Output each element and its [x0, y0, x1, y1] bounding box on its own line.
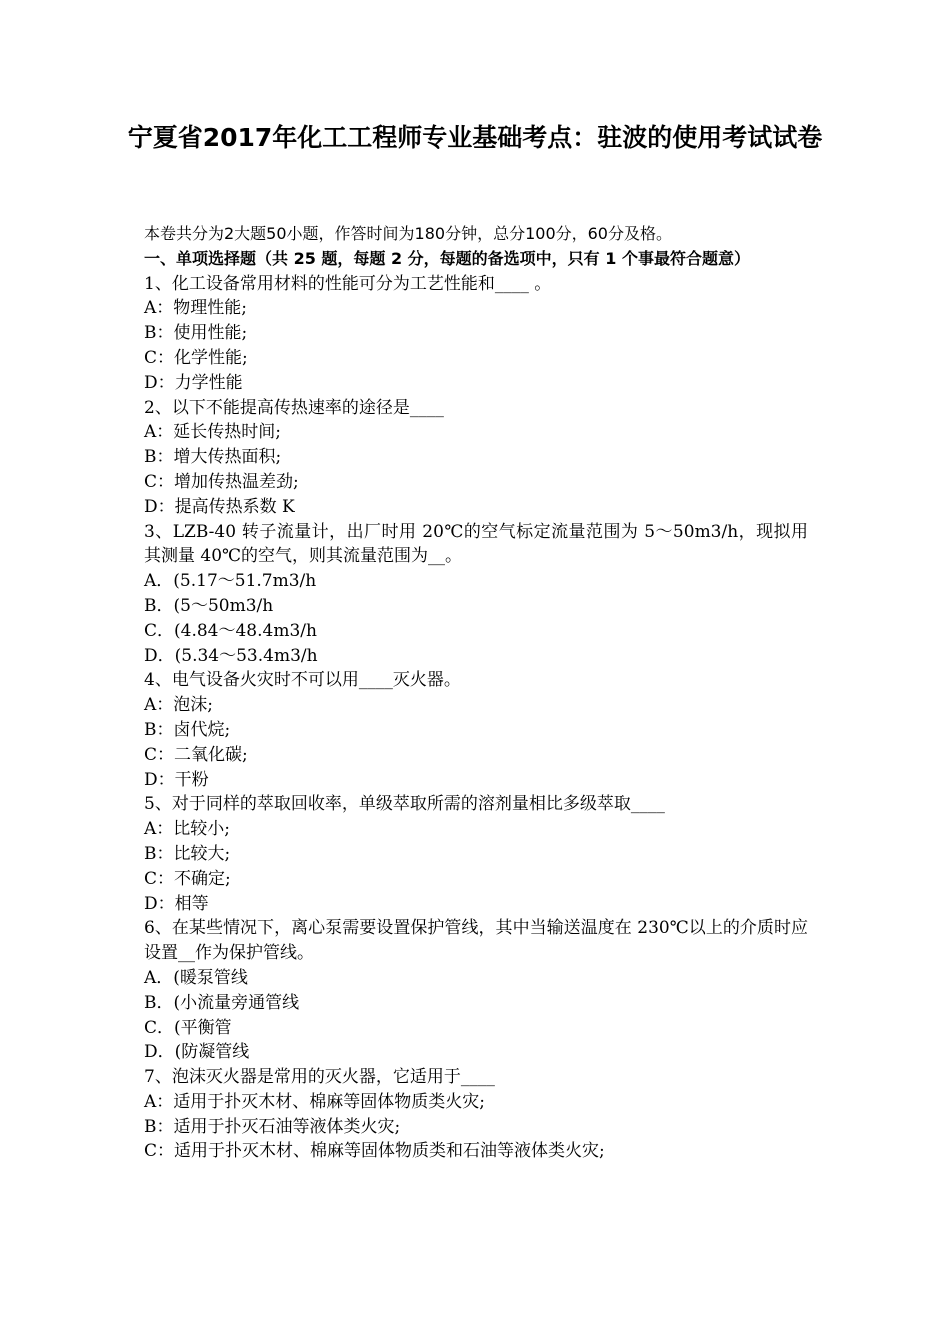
question-option: A：泡沫;: [144, 695, 214, 716]
question-stem: 1、化工设备常用材料的性能可分为工艺性能和____ 。: [144, 273, 552, 294]
question-option: A：比较小;: [144, 819, 231, 840]
question-7: [144, 1065, 808, 1164]
question-option: B．(小流量旁通管线: [144, 992, 300, 1013]
question-stem: 4、电气设备火灾时不可以用____灭火器。: [144, 670, 461, 691]
question-option: B：增大传热面积;: [144, 447, 282, 468]
question-option: D．(防凝管线: [144, 1042, 250, 1063]
question-option: C：二氧化碳;: [144, 744, 248, 765]
question-option: C．(平衡管: [144, 1017, 232, 1038]
question-4: [144, 668, 808, 792]
question-option: A：物理性能;: [144, 298, 248, 319]
question-option: D：干粉: [144, 769, 209, 790]
question-option: A：适用于扑灭木材、棉麻等固体物质类火灾;: [144, 1091, 486, 1112]
document-body: [144, 222, 808, 1164]
question-option: A．(5.17～51.7m3/h: [144, 571, 317, 592]
question-option: C．(4.84～48.4m3/h: [144, 620, 317, 641]
question-stem: 7、泡沫灭火器是常用的灭火器，它适用于____: [144, 1067, 495, 1088]
document-title: 宁夏省2017年化工工程师专业基础考点：驻波的使用考试试卷: [127, 123, 823, 152]
question-option: D．(5.34～53.4m3/h: [144, 645, 318, 666]
question-option: C：增加传热温差劲;: [144, 471, 299, 492]
question-option: D：力学性能: [144, 372, 243, 393]
question-5: [144, 792, 808, 916]
question-stem: 2、以下不能提高传热速率的途径是____: [144, 397, 444, 418]
question-2: [144, 396, 808, 520]
question-1: [144, 272, 808, 396]
question-stem: 5、对于同样的萃取回收率，单级萃取所需的溶剂量相比多级萃取____: [144, 794, 665, 815]
question-option: B：使用性能;: [144, 323, 248, 344]
question-3: [144, 520, 808, 669]
exam-intro: 本卷共分为2大题50小题，作答时间为180分钟，总分100分，60分及格。: [144, 224, 672, 243]
question-option: B：适用于扑灭石油等液体类火灾;: [144, 1116, 401, 1137]
question-option: C：不确定;: [144, 868, 231, 889]
question-option: D：相等: [144, 893, 209, 914]
question-option: C：适用于扑灭木材、棉麻等固体物质类和石油等液体类火灾;: [144, 1141, 605, 1162]
question-option: D：提高传热系数 K: [144, 496, 295, 517]
section-heading: 一、单项选择题（共 25 题，每题 2 分，每题的备选项中，只有 1 个事最符合题意）: [144, 248, 750, 268]
question-option: B．(5～50m3/h: [144, 595, 274, 616]
question-option: B：卤代烷;: [144, 719, 231, 740]
question-option: A：延长传热时间;: [144, 422, 282, 443]
question-option: B：比较大;: [144, 843, 231, 864]
question-6: [144, 916, 808, 1065]
question-option: C：化学性能;: [144, 347, 248, 368]
question-option: A．(暖泵管线: [144, 967, 248, 988]
question-stem: 6、在某些情况下，离心泵需要设置保护管线，其中当输送温度在 230℃以上的介质时应设置__作为保护管线。: [144, 918, 808, 964]
question-stem: 3、LZB-40 转子流量计，出厂时用 20℃的空气标定流量范围为 5～50m3/h，现拟用其测量 40℃的空气，则其流量范围为__。: [144, 521, 808, 567]
